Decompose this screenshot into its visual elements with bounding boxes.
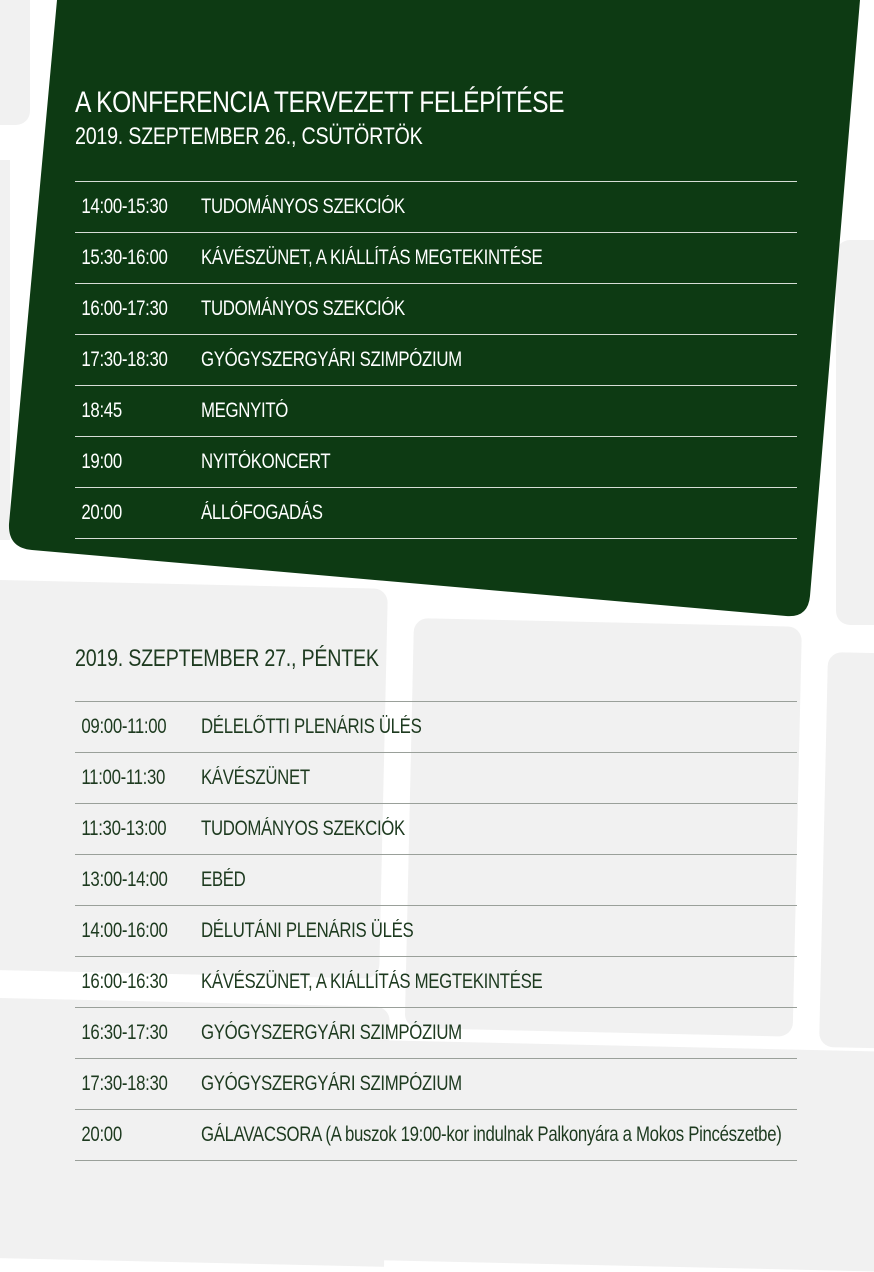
schedule-row <box>75 804 797 855</box>
schedule-row <box>75 957 797 1008</box>
event-name: GYÓGYSZERGYÁRI SZIMPÓZIUM <box>201 348 462 371</box>
event-name: DÉLUTÁNI PLENÁRIS ÜLÉS <box>201 919 414 942</box>
day2-date: 2019. SZEPTEMBER 27., PÉNTEK <box>75 645 379 672</box>
time-slot: 16:00-16:30 <box>81 970 168 993</box>
time-slot: 09:00-11:00 <box>81 715 167 738</box>
schedule-row <box>75 753 797 804</box>
schedule-row <box>75 284 797 335</box>
event-name: TUDOMÁNYOS SZEKCIÓK <box>201 195 405 218</box>
schedule-row <box>75 1110 797 1161</box>
event-name: TUDOMÁNYOS SZEKCIÓK <box>201 817 405 840</box>
time-slot: 15:30-16:00 <box>81 246 168 269</box>
page-title: A KONFERENCIA TERVEZETT FELÉPÍTÉSE <box>75 86 565 119</box>
time-slot: 13:00-14:00 <box>81 868 168 891</box>
event-name: GYÓGYSZERGYÁRI SZIMPÓZIUM <box>201 1072 462 1095</box>
event-name: EBÉD <box>201 868 246 891</box>
event-name: NYITÓKONCERT <box>201 450 331 473</box>
event-name: ÁLLÓFOGADÁS <box>201 501 323 524</box>
event-name: KÁVÉSZÜNET, A KIÁLLÍTÁS MEGTEKINTÉSE <box>201 970 543 993</box>
schedule-row <box>75 335 797 386</box>
event-name: GÁLAVACSORA (A buszok 19:00-kor indulnak Palkonyára a Mokos Pincészetbe) <box>201 1123 782 1146</box>
event-name: GYÓGYSZERGYÁRI SZIMPÓZIUM <box>201 1021 462 1044</box>
time-slot: 19:00 <box>81 450 122 473</box>
schedule-row <box>75 906 797 957</box>
schedule-row <box>75 488 797 539</box>
schedule-row <box>75 233 797 284</box>
time-slot: 20:00 <box>81 501 122 524</box>
schedule-row <box>75 386 797 437</box>
schedule-row <box>75 437 797 488</box>
schedule-row <box>75 182 797 233</box>
day2-schedule <box>75 701 797 1161</box>
schedule-row <box>75 855 797 906</box>
event-name: KÁVÉSZÜNET <box>201 766 310 789</box>
header-title-block <box>75 84 672 152</box>
time-slot: 17:30-18:30 <box>81 348 168 371</box>
day1-date: 2019. SZEPTEMBER 26., CSÜTÖRTÖK <box>75 123 423 150</box>
time-slot: 17:30-18:30 <box>81 1072 168 1095</box>
time-slot: 14:00-16:00 <box>81 919 168 942</box>
event-name: DÉLELŐTTI PLENÁRIS ÜLÉS <box>201 715 422 738</box>
background-tile <box>819 652 874 1048</box>
time-slot: 16:00-17:30 <box>81 297 168 320</box>
schedule-row <box>75 1059 797 1110</box>
day1-schedule <box>75 181 797 539</box>
event-name: KÁVÉSZÜNET, A KIÁLLÍTÁS MEGTEKINTÉSE <box>201 246 543 269</box>
time-slot: 20:00 <box>81 1123 122 1146</box>
time-slot: 16:30-17:30 <box>81 1021 168 1044</box>
event-name: TUDOMÁNYOS SZEKCIÓK <box>201 297 405 320</box>
schedule-row <box>75 1008 797 1059</box>
time-slot: 11:00-11:30 <box>81 766 166 789</box>
schedule-row <box>75 702 797 753</box>
event-name: MEGNYITÓ <box>201 399 289 422</box>
time-slot: 14:00-15:30 <box>81 195 168 218</box>
time-slot: 18:45 <box>81 399 122 422</box>
time-slot: 11:30-13:00 <box>81 817 167 840</box>
